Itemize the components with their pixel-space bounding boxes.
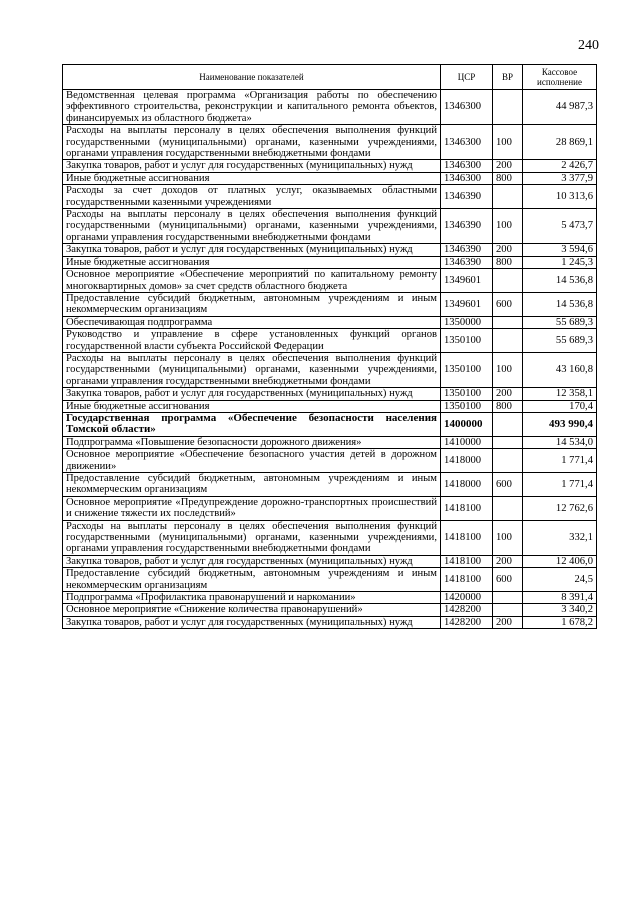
- table-row: [63, 125, 597, 160]
- cell-csr: 1428200: [441, 616, 493, 628]
- table-row: [63, 316, 597, 328]
- table-row: [63, 449, 597, 473]
- cell-csr: 1349601: [441, 292, 493, 316]
- cell-csr: 1346300: [441, 90, 493, 125]
- cell-amount: 14 534,0: [523, 436, 597, 448]
- cell-name: Обеспечивающая подпрограмма: [63, 316, 441, 328]
- table-row: [63, 616, 597, 628]
- cell-vr: [493, 316, 523, 328]
- cell-csr: 1346300: [441, 160, 493, 172]
- cell-name: Подпрограмма «Повышение безопасности дорожного движения»: [63, 436, 441, 448]
- cell-csr: 1410000: [441, 436, 493, 448]
- cell-amount: 43 160,8: [523, 352, 597, 387]
- cell-amount: 28 869,1: [523, 125, 597, 160]
- cell-vr: [493, 269, 523, 293]
- cell-name: Расходы на выплаты персоналу в целях обеспечения выполнения функций государственными (муниципальными) органами, казенными учреждениями, органами управления государственными внебюджетными фондами: [63, 352, 441, 387]
- table-row: [63, 568, 597, 592]
- cell-vr: 600: [493, 568, 523, 592]
- cell-csr: 1346390: [441, 209, 493, 244]
- cell-amount: 55 689,3: [523, 316, 597, 328]
- table-row: [63, 209, 597, 244]
- header-vr: ВР: [493, 65, 523, 90]
- table-row: [63, 269, 597, 293]
- table-row: [63, 172, 597, 184]
- cell-name: Предоставление субсидий бюджетным, автономным учреждениям и иным некоммерческим организациям: [63, 292, 441, 316]
- cell-csr: 1350100: [441, 388, 493, 400]
- cell-name: Закупка товаров, работ и услуг для государственных (муниципальных) нужд: [63, 160, 441, 172]
- cell-name: Иные бюджетные ассигнования: [63, 172, 441, 184]
- table-row: [63, 496, 597, 520]
- header-name: Наименование показателей: [63, 65, 441, 90]
- cell-amount: 44 987,3: [523, 90, 597, 125]
- cell-vr: 200: [493, 160, 523, 172]
- cell-csr: 1418000: [441, 449, 493, 473]
- cell-name: Предоставление субсидий бюджетным, автономным учреждениям и иным некоммерческим организациям: [63, 568, 441, 592]
- cell-amount: 14 536,8: [523, 269, 597, 293]
- table-row: [63, 256, 597, 268]
- page-number: 240: [578, 38, 599, 53]
- cell-vr: [493, 592, 523, 604]
- cell-vr: 200: [493, 244, 523, 256]
- cell-name: Руководство и управление в сфере установленных функций органов государственной власти субъекта Российской Федерации: [63, 329, 441, 353]
- cell-csr: 1346300: [441, 125, 493, 160]
- cell-csr: 1350100: [441, 400, 493, 412]
- cell-name: Расходы за счет доходов от платных услуг, оказываемых областными государственными казенными учреждениями: [63, 185, 441, 209]
- cell-amount: 1 771,4: [523, 473, 597, 497]
- cell-csr: 1350100: [441, 329, 493, 353]
- cell-vr: 100: [493, 209, 523, 244]
- table-header-row: [63, 65, 597, 90]
- cell-vr: [493, 185, 523, 209]
- cell-vr: 200: [493, 388, 523, 400]
- cell-name: Ведомственная целевая программа «Организация работы по обеспечению эффективного строительства, реконструкции и капитального ремонта объектов, финансируемых из областного бюджета»: [63, 90, 441, 125]
- cell-csr: 1350100: [441, 352, 493, 387]
- cell-name: Закупка товаров, работ и услуг для государственных (муниципальных) нужд: [63, 244, 441, 256]
- table-row: [63, 292, 597, 316]
- cell-amount: 10 313,6: [523, 185, 597, 209]
- cell-name: Иные бюджетные ассигнования: [63, 400, 441, 412]
- cell-name: Основное мероприятие «Предупреждение дорожно-транспортных происшествий и снижение тяжести их последствий»: [63, 496, 441, 520]
- table-row: [63, 388, 597, 400]
- table-row: [63, 185, 597, 209]
- budget-table: [62, 64, 597, 629]
- cell-csr: 1418100: [441, 555, 493, 567]
- cell-name: Расходы на выплаты персоналу в целях обеспечения выполнения функций государственными (муниципальными) органами, казенными учреждениями, органами управления государственными внебюджетными фондами: [63, 209, 441, 244]
- table-row: [63, 352, 597, 387]
- cell-amount: 24,5: [523, 568, 597, 592]
- cell-amount: 3 340,2: [523, 604, 597, 616]
- cell-vr: [493, 496, 523, 520]
- table-row: [63, 160, 597, 172]
- cell-name: Закупка товаров, работ и услуг для государственных (муниципальных) нужд: [63, 555, 441, 567]
- table-row: [63, 592, 597, 604]
- cell-amount: 12 358,1: [523, 388, 597, 400]
- table-row: [63, 412, 597, 436]
- cell-vr: 800: [493, 172, 523, 184]
- table-row: [63, 329, 597, 353]
- cell-name: Расходы на выплаты персоналу в целях обеспечения выполнения функций государственными (муниципальными) органами, казенными учреждениями, органами управления государственными внебюджетными фондами: [63, 520, 441, 555]
- cell-vr: 100: [493, 520, 523, 555]
- cell-vr: 600: [493, 473, 523, 497]
- cell-name: Иные бюджетные ассигнования: [63, 256, 441, 268]
- cell-vr: [493, 329, 523, 353]
- table-row: [63, 400, 597, 412]
- cell-csr: 1349601: [441, 269, 493, 293]
- cell-amount: 170,4: [523, 400, 597, 412]
- cell-amount: 3 594,6: [523, 244, 597, 256]
- cell-amount: 8 391,4: [523, 592, 597, 604]
- cell-name: Государственная программа «Обеспечение безопасности населения Томской области»: [63, 412, 441, 436]
- cell-vr: 600: [493, 292, 523, 316]
- cell-vr: 100: [493, 125, 523, 160]
- table-row: [63, 604, 597, 616]
- table-row: [63, 90, 597, 125]
- cell-csr: 1418000: [441, 473, 493, 497]
- cell-amount: 12 406,0: [523, 555, 597, 567]
- cell-amount: 332,1: [523, 520, 597, 555]
- cell-amount: 55 689,3: [523, 329, 597, 353]
- cell-vr: 200: [493, 616, 523, 628]
- cell-csr: 1350000: [441, 316, 493, 328]
- cell-csr: 1418100: [441, 520, 493, 555]
- cell-vr: [493, 436, 523, 448]
- cell-csr: 1420000: [441, 592, 493, 604]
- cell-vr: [493, 90, 523, 125]
- cell-name: Основное мероприятие «Снижение количества правонарушений»: [63, 604, 441, 616]
- cell-csr: 1428200: [441, 604, 493, 616]
- cell-vr: [493, 604, 523, 616]
- cell-amount: 1 678,2: [523, 616, 597, 628]
- cell-name: Закупка товаров, работ и услуг для государственных (муниципальных) нужд: [63, 388, 441, 400]
- cell-amount: 1 245,3: [523, 256, 597, 268]
- cell-csr: 1400000: [441, 412, 493, 436]
- cell-vr: 800: [493, 256, 523, 268]
- table-row: [63, 436, 597, 448]
- cell-amount: 1 771,4: [523, 449, 597, 473]
- cell-vr: [493, 449, 523, 473]
- cell-name: Основное мероприятие «Обеспечение мероприятий по капитальному ремонту многоквартирных домов» за счет средств областного бюджета: [63, 269, 441, 293]
- cell-vr: 800: [493, 400, 523, 412]
- cell-amount: 2 426,7: [523, 160, 597, 172]
- cell-name: Подпрограмма «Профилактика правонарушений и наркомании»: [63, 592, 441, 604]
- header-amount: Кассовое исполнение: [523, 65, 597, 90]
- cell-vr: [493, 412, 523, 436]
- table-row: [63, 244, 597, 256]
- cell-csr: 1418100: [441, 568, 493, 592]
- cell-amount: 5 473,7: [523, 209, 597, 244]
- cell-name: Основное мероприятие «Обеспечение безопасного участия детей в дорожном движении»: [63, 449, 441, 473]
- cell-csr: 1346390: [441, 244, 493, 256]
- cell-vr: 100: [493, 352, 523, 387]
- cell-amount: 3 377,9: [523, 172, 597, 184]
- cell-name: Предоставление субсидий бюджетным, автономным учреждениям и иным некоммерческим организациям: [63, 473, 441, 497]
- table-row: [63, 473, 597, 497]
- table-row: [63, 520, 597, 555]
- cell-amount: 14 536,8: [523, 292, 597, 316]
- cell-name: Закупка товаров, работ и услуг для государственных (муниципальных) нужд: [63, 616, 441, 628]
- cell-amount: 493 990,4: [523, 412, 597, 436]
- cell-csr: 1418100: [441, 496, 493, 520]
- header-csr: ЦСР: [441, 65, 493, 90]
- cell-vr: 200: [493, 555, 523, 567]
- cell-name: Расходы на выплаты персоналу в целях обеспечения выполнения функций государственными (муниципальными) органами, казенными учреждениями, органами управления государственными внебюджетными фондами: [63, 125, 441, 160]
- table-row: [63, 555, 597, 567]
- cell-csr: 1346390: [441, 256, 493, 268]
- cell-csr: 1346300: [441, 172, 493, 184]
- cell-amount: 12 762,6: [523, 496, 597, 520]
- cell-csr: 1346390: [441, 185, 493, 209]
